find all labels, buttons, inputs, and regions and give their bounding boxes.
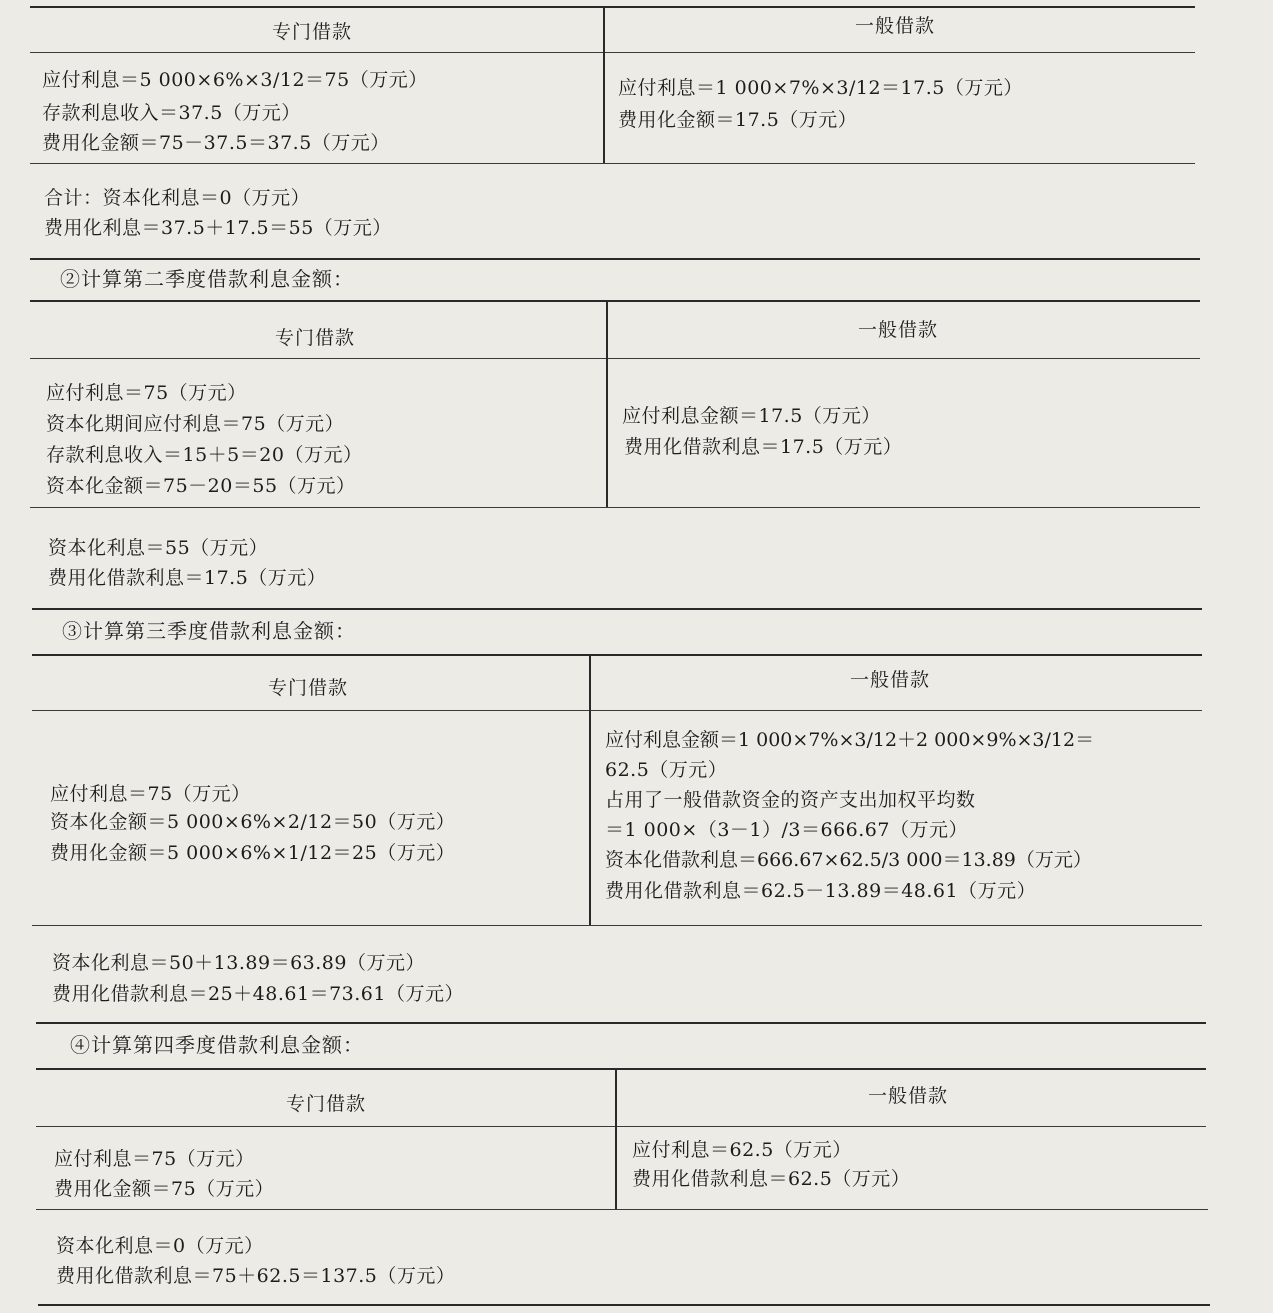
q3-general-line: ＝1 000×（3－1）/3＝666.67（万元） [605, 819, 968, 841]
q1-total-line: 费用化利息＝37.5＋17.5＝55（万元） [44, 217, 392, 239]
q2-special-line: 应付利息＝75（万元） [46, 382, 247, 404]
q4-special-line: 费用化金额＝75（万元） [54, 1178, 275, 1200]
q3-general-line: 占用了一般借款资金的资产支出加权平均数 [605, 789, 976, 811]
q3-bottom-rule [36, 1022, 1206, 1024]
q3-general-line: 资本化借款利息＝666.67×62.5/3 000＝13.89（万元） [605, 849, 1092, 871]
q1-body-rule [30, 163, 1195, 164]
q4-top-rule [36, 1068, 1206, 1070]
q3-header-rule [32, 710, 1202, 711]
q3-heading: ③计算第三季度借款利息金额： [62, 619, 356, 643]
q3-top-rule [32, 654, 1202, 656]
q2-column-divider [606, 300, 608, 508]
q2-heading: ②计算第二季度借款利息金额： [60, 267, 354, 291]
q2-top-rule [30, 300, 1200, 302]
q4-total-line: 资本化利息＝0（万元） [56, 1235, 264, 1257]
q1-column-divider [603, 6, 605, 164]
q2-header-special: 专门借款 [275, 327, 356, 349]
q1-special-line: 存款利息收入＝37.5（万元） [42, 102, 301, 124]
q2-header-rule [30, 358, 1200, 359]
q4-general-line: 应付利息＝62.5（万元） [632, 1139, 852, 1161]
q1-general-line: 应付利息＝1 000×7%×3/12＝17.5（万元） [618, 77, 1023, 99]
q2-total-line: 资本化利息＝55（万元） [48, 537, 269, 559]
q1-bottom-rule [30, 258, 1200, 260]
q3-total-line: 费用化借款利息＝25＋48.61＝73.61（万元） [52, 983, 464, 1005]
q2-special-line: 资本化金额＝75－20＝55（万元） [46, 475, 356, 497]
q4-special-line: 应付利息＝75（万元） [54, 1148, 255, 1170]
q3-column-divider [589, 654, 591, 926]
q4-general-line: 费用化借款利息＝62.5（万元） [632, 1168, 911, 1190]
q1-top-rule [30, 6, 1195, 8]
q3-header-special: 专门借款 [268, 677, 349, 699]
q4-header-special: 专门借款 [286, 1093, 367, 1115]
q2-special-line: 资本化期间应付利息＝75（万元） [46, 413, 345, 435]
q4-header-general: 一般借款 [868, 1085, 949, 1107]
q2-general-line: 费用化借款利息＝17.5（万元） [624, 436, 903, 458]
q3-general-line: 费用化借款利息＝62.5－13.89＝48.61（万元） [605, 880, 1037, 902]
q2-header-general: 一般借款 [858, 319, 939, 341]
q4-body-rule [36, 1209, 1208, 1210]
q4-heading: ④计算第四季度借款利息金额： [70, 1033, 364, 1057]
q3-special-line: 资本化金额＝5 000×6%×2/12＝50（万元） [50, 811, 456, 833]
q2-general-line: 应付利息金额＝17.5（万元） [622, 405, 881, 427]
q2-special-line: 存款利息收入＝15＋5＝20（万元） [46, 444, 363, 466]
q4-header-rule [36, 1126, 1206, 1127]
q3-special-line: 费用化金额＝5 000×6%×1/12＝25（万元） [50, 842, 456, 864]
q3-special-line: 应付利息＝75（万元） [50, 783, 251, 805]
q1-total-line: 合计：资本化利息＝0（万元） [44, 187, 311, 209]
q1-special-line: 费用化金额＝75－37.5＝37.5（万元） [42, 132, 390, 154]
q2-body-rule [30, 507, 1200, 508]
q3-body-rule [32, 925, 1202, 926]
q1-general-line: 费用化金额＝17.5（万元） [618, 109, 858, 131]
q3-header-general: 一般借款 [850, 669, 931, 691]
q1-header-special: 专门借款 [272, 21, 353, 43]
q1-special-line: 应付利息＝5 000×6%×3/12＝75（万元） [42, 69, 428, 91]
q1-header-rule [30, 52, 1195, 53]
q1-header-general: 一般借款 [855, 15, 936, 37]
q3-general-line: 62.5（万元） [605, 759, 728, 781]
q4-total-line: 费用化借款利息＝75＋62.5＝137.5（万元） [56, 1265, 456, 1287]
q4-bottom-rule [38, 1304, 1210, 1306]
q3-total-line: 资本化利息＝50＋13.89＝63.89（万元） [52, 952, 425, 974]
q2-bottom-rule [32, 608, 1202, 610]
q4-column-divider [615, 1068, 617, 1210]
q3-general-line: 应付利息金额＝1 000×7%×3/12＋2 000×9%×3/12＝ [605, 729, 1095, 751]
q2-total-line: 费用化借款利息＝17.5（万元） [48, 567, 327, 589]
